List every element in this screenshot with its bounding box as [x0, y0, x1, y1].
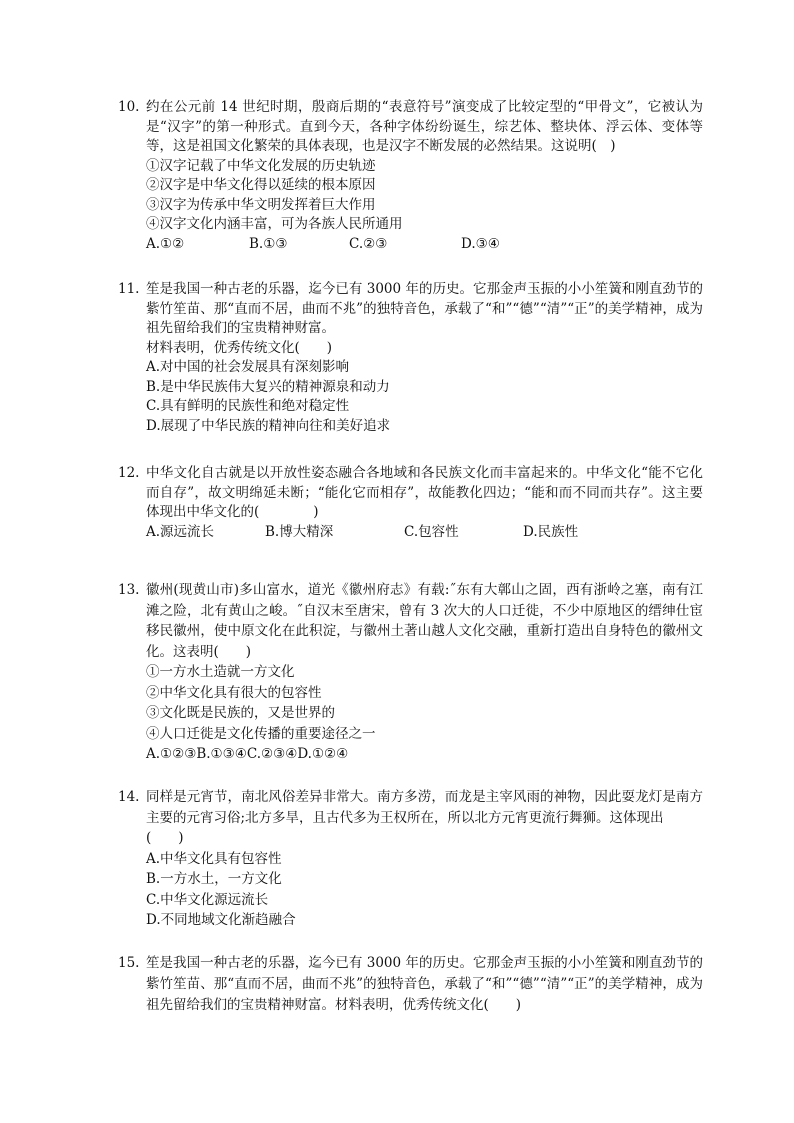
statement-1: ①一方水土造就一方文化 — [146, 664, 295, 680]
option-d: D.展现了中华民族的精神向往和美好追求 — [146, 417, 391, 434]
option-b: B.①③ — [249, 235, 288, 252]
question-number: 14. — [118, 789, 140, 805]
option-row — [146, 523, 703, 543]
option-c: C.中华文化源远流长 — [146, 891, 269, 908]
options-line: A.①②③B.①③④C.②③④D.①②④ — [146, 746, 349, 762]
statement-1: ①汉字记载了中华文化发展的历史轨迹 — [146, 157, 376, 174]
option-d: D.民族性 — [523, 523, 579, 540]
option-a: A.源远流长 — [146, 523, 215, 540]
option-c: C.具有鲜明的民族性和绝对稳定性 — [146, 398, 350, 414]
question-stem: 同样是元宵节，南北风俗差异非常大。南方多涝，而龙是主宰风雨的神物，因此耍龙灯是南方主要的元宵习俗;北方多旱，且古代多为王权所在，所以北方元宵更流行舞狮。这体现出 — [146, 789, 703, 826]
question-stem: 中华文化自古就是以开放性姿态融合各地域和各民族文化而丰富起来的。中华文化“能不它化而自存”，故文明绵延未断；“能化它而相存”，故能教化四边；“能和而不同而共存”。这主要体现出中华文化的( ) — [146, 465, 703, 520]
option-a: A.①② — [146, 235, 185, 252]
option-b: B.是中华民族伟大复兴的精神源泉和动力 — [146, 378, 390, 395]
question-prompt: 材料表明，优秀传统文化( ) — [146, 339, 333, 356]
statement-2: ②汉字是中华文化得以延续的根本原因 — [146, 177, 376, 193]
question-stem: 约在公元前 14 世纪时期，殷商后期的“表意符号”演变成了比较定型的“甲骨文”，它被认为是“汉字”的第一种形式。直到今天，各种字体纷纷诞生，综艺体、整块体、浮云体、变体等等，这是祖国文化繁荣的具体表现，也是汉字不断发展的必然结果。这说明( ) — [146, 99, 703, 154]
question-number: 11. — [118, 281, 140, 297]
option-row — [146, 235, 703, 255]
statement-3: ③文化既是民族的，又是世界的 — [146, 705, 335, 721]
question-12 — [118, 464, 703, 542]
option-b: B.一方水土，一方文化 — [146, 871, 282, 887]
option-c: C.包容性 — [404, 523, 459, 540]
option-d: D.③④ — [461, 235, 500, 252]
question-15 — [118, 953, 703, 1016]
question-number: 15. — [118, 955, 140, 971]
question-number: 12. — [118, 465, 140, 481]
statement-4: ④汉字文化内涵丰富，可为各族人民所通用 — [146, 216, 403, 232]
question-stem: 徽州(现黄山市)多山富水，道光《徽州府志》有载:˝东有大鄣山之固，西有浙岭之塞，南有江滩之险，北有黄山之峻。˝自汉末至唐宋，曾有 3 次大的人口迁徙，不少中原地区的缙绅仕宦移民徽州，使中原文化在此积淀，与徽州土著山越人文化交融，重新打造出自身特色的徽州文化。这表明( ) — [146, 582, 703, 660]
question-13 — [118, 580, 703, 765]
question-14 — [118, 787, 703, 931]
question-stem: 笙是我国一种古老的乐器，迄今已有 3000 年的历史。它那金声玉振的小小笙簧和刚直劲节的紫竹笙苗、那“直而不居，曲而不兆”的独特音色，承载了“和”“德”“清”“正”的美学精神，成为祖先留给我们的宝贵精神财富。 — [146, 281, 703, 336]
option-d: D.不同地域文化渐趋融合 — [146, 912, 296, 928]
question-stem: 笙是我国一种古老的乐器，迄今已有 3000 年的历史。它那金声玉振的小小笙簧和刚直劲节的紫竹笙苗、那“直而不居，曲而不兆”的独特音色，承载了“和”“德”“清”“正”的美学精神，成为祖先留给我们的宝贵精神财富。材料表明，优秀传统文化( ) — [146, 955, 703, 1013]
option-c: C.②③ — [349, 235, 388, 252]
answer-blank: ( ) — [146, 830, 184, 846]
option-b: B.博大精深 — [265, 523, 334, 540]
statement-2: ②中华文化具有很大的包容性 — [146, 684, 322, 701]
question-11 — [118, 280, 703, 436]
statement-4: ④人口迁徙是文化传播的重要途径之一 — [146, 725, 376, 742]
statement-3: ③汉字为传承中华文明发挥着巨大作用 — [146, 196, 376, 213]
question-number: 10. — [118, 99, 140, 115]
option-a: A.中华文化具有包容性 — [146, 850, 282, 867]
question-10 — [118, 98, 703, 254]
option-a: A.对中国的社会发展具有深刻影响 — [146, 359, 350, 375]
question-number: 13. — [118, 582, 140, 598]
